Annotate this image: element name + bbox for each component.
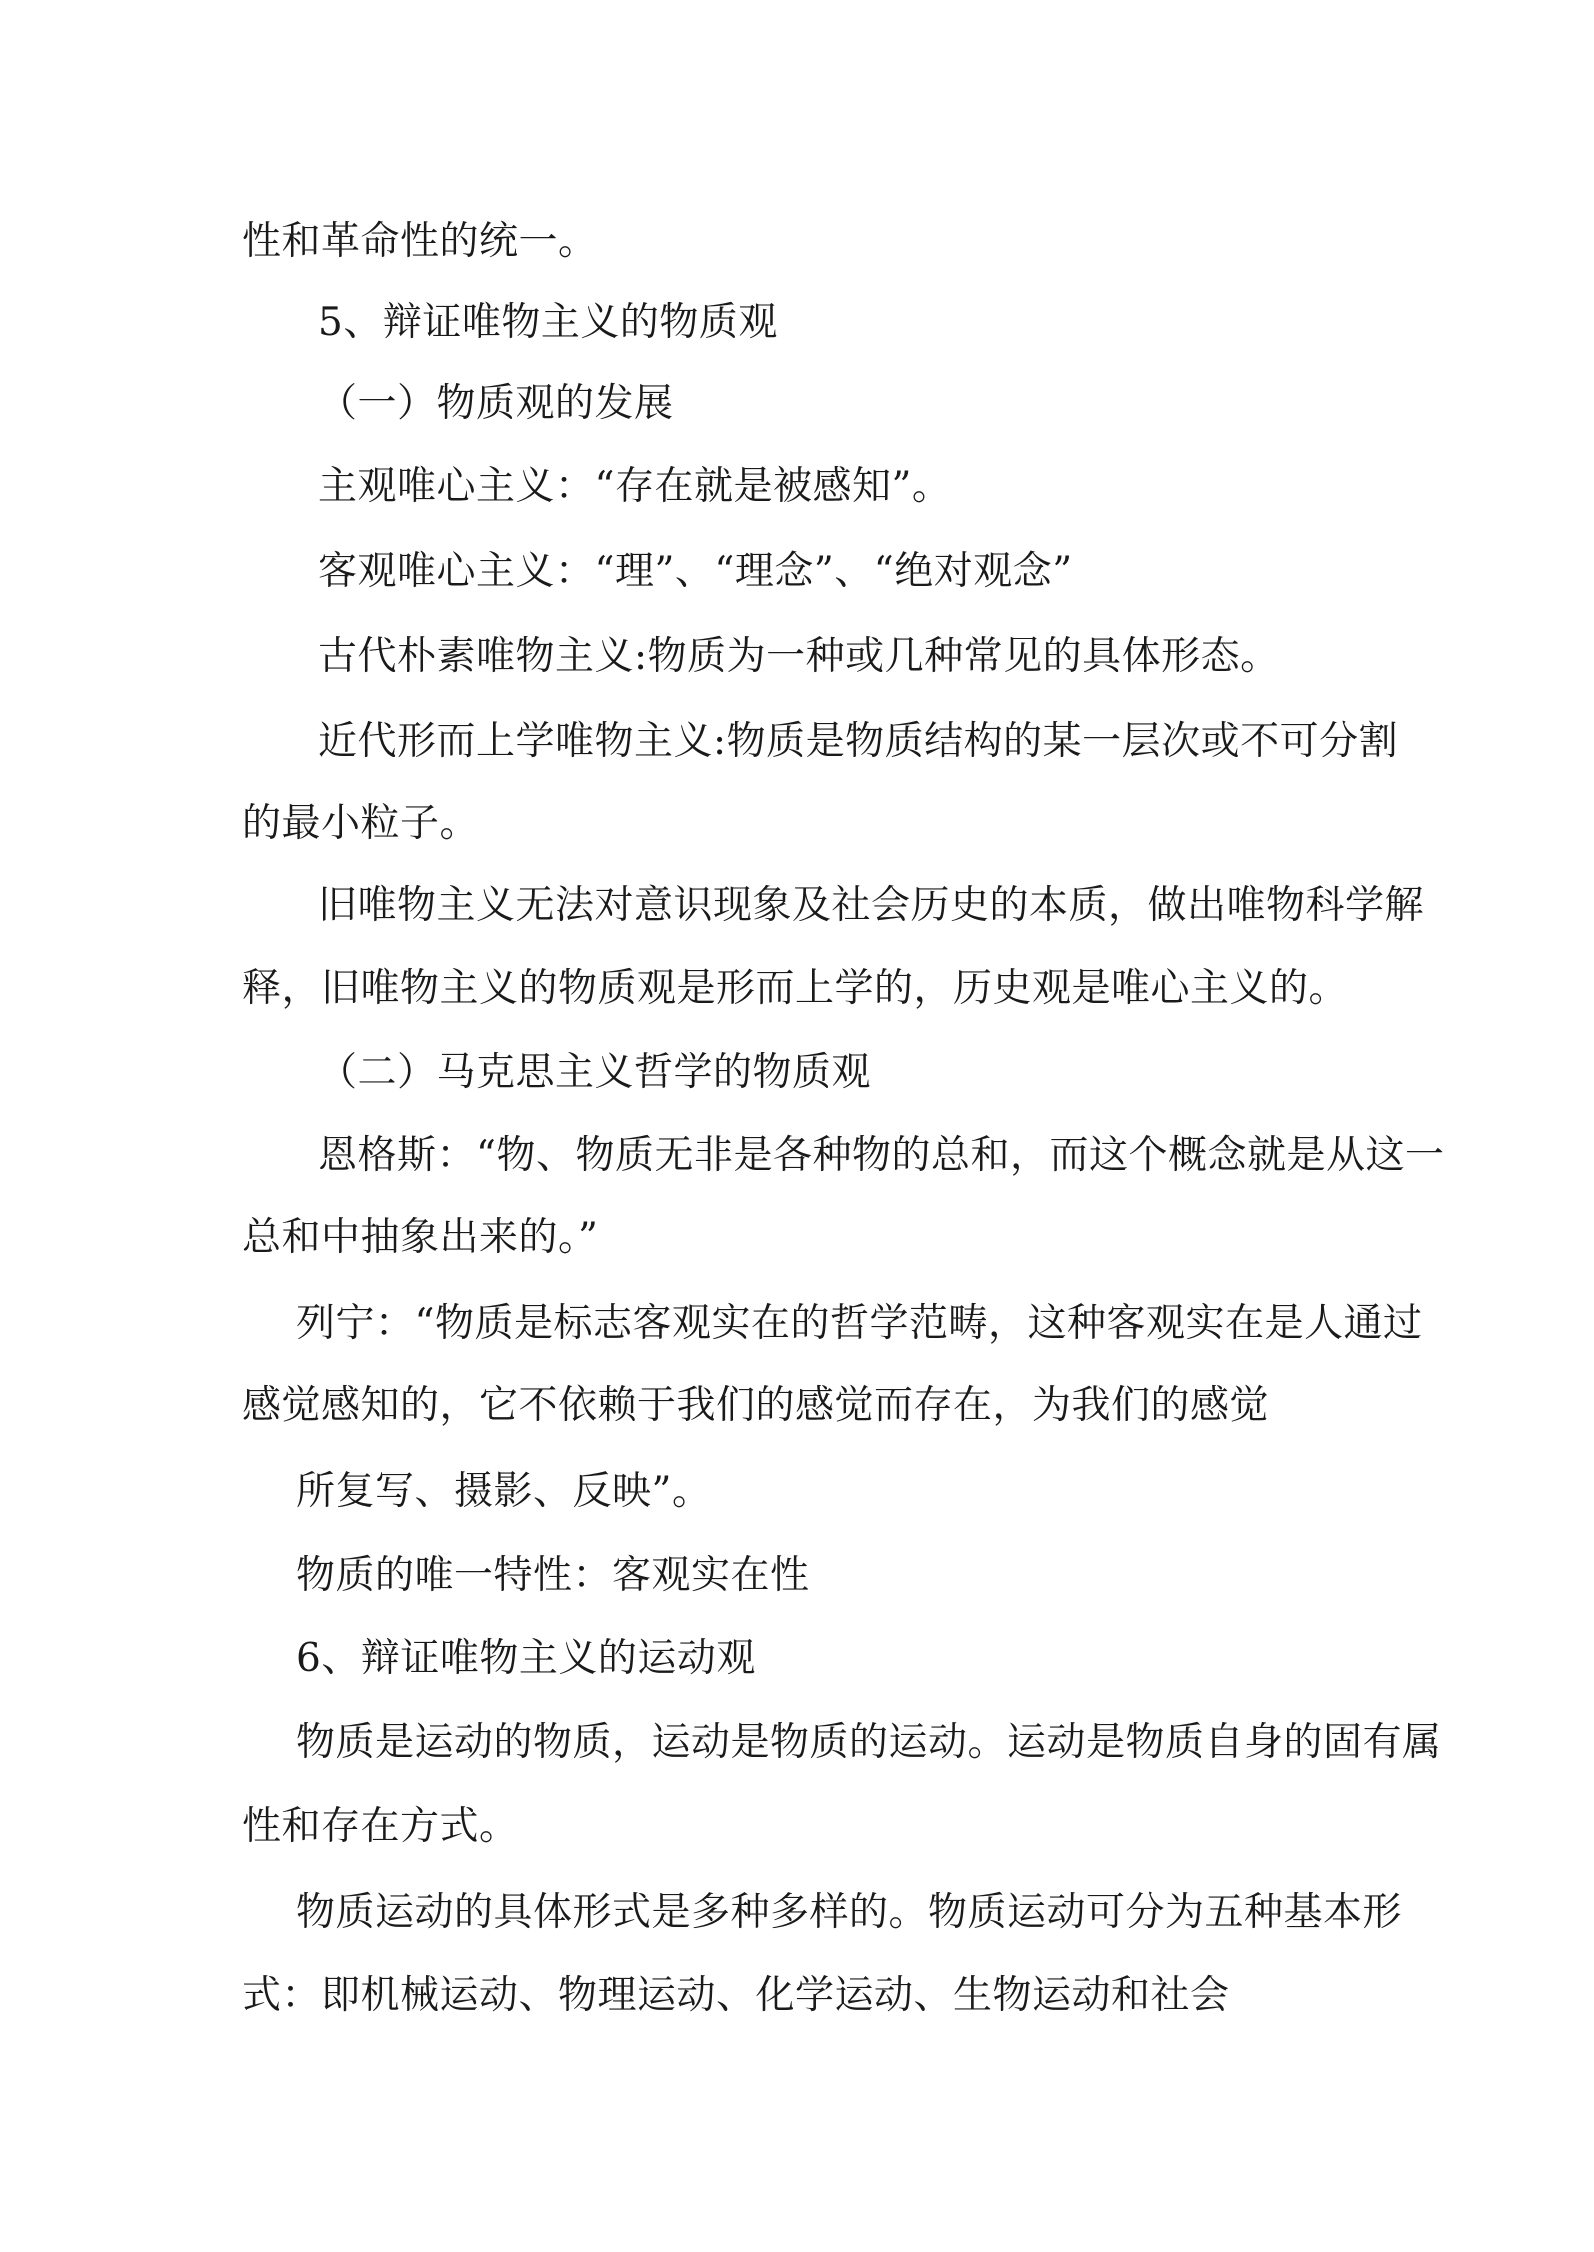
text-line: 的最小粒子。 [242,801,480,846]
section-heading: 6、辩证唯物主义的运动观 [296,1636,756,1681]
text-line: 性和存在方式。 [242,1804,519,1849]
text-line: 主观唯心主义：“存在就是被感知”。 [318,464,952,509]
text-line: 所复写、摄影、反映”。 [296,1469,712,1514]
text-line: 古代朴素唯物主义:物质为一种或几种常见的具体形态。 [318,634,1280,679]
text-line: 总和中抽象出来的。” [242,1215,599,1260]
text-line: 旧唯物主义无法对意识现象及社会历史的本质，做出唯物科学解 [318,883,1425,928]
subsection-heading: （二）马克思主义哲学的物质观 [318,1050,872,1095]
section-heading: 5、辩证唯物主义的物质观 [318,300,778,345]
text-line: 感觉感知的，它不依赖于我们的感觉而存在，为我们的感觉 [242,1383,1270,1428]
text-line: 物质的唯一特性：客观实在性 [296,1553,810,1598]
text-line: 释，旧唯物主义的物质观是形而上学的，历史观是唯心主义的。 [242,966,1349,1011]
subsection-heading: （一）物质观的发展 [318,381,674,426]
text-line: 客观唯心主义：“理”、“理念”、“绝对观念” [318,549,1073,594]
text-line: 性和革命性的统一。 [242,219,598,264]
text-line: 列宁：“物质是标志客观实在的哲学范畴，这种客观实在是人通过 [296,1301,1423,1346]
text-line: 恩格斯：“物、物质无非是各种物的总和，而这个概念就是从这一 [318,1133,1445,1178]
text-line: 物质运动的具体形式是多种多样的。物质运动可分为五种基本形 [296,1890,1403,1935]
text-line: 近代形而上学唯物主义:物质是物质结构的某一层次或不可分割 [318,719,1399,764]
text-line: 式：即机械运动、物理运动、化学运动、生物运动和社会 [242,1973,1230,2018]
text-line: 物质是运动的物质，运动是物质的运动。运动是物质自身的固有属 [296,1720,1442,1765]
